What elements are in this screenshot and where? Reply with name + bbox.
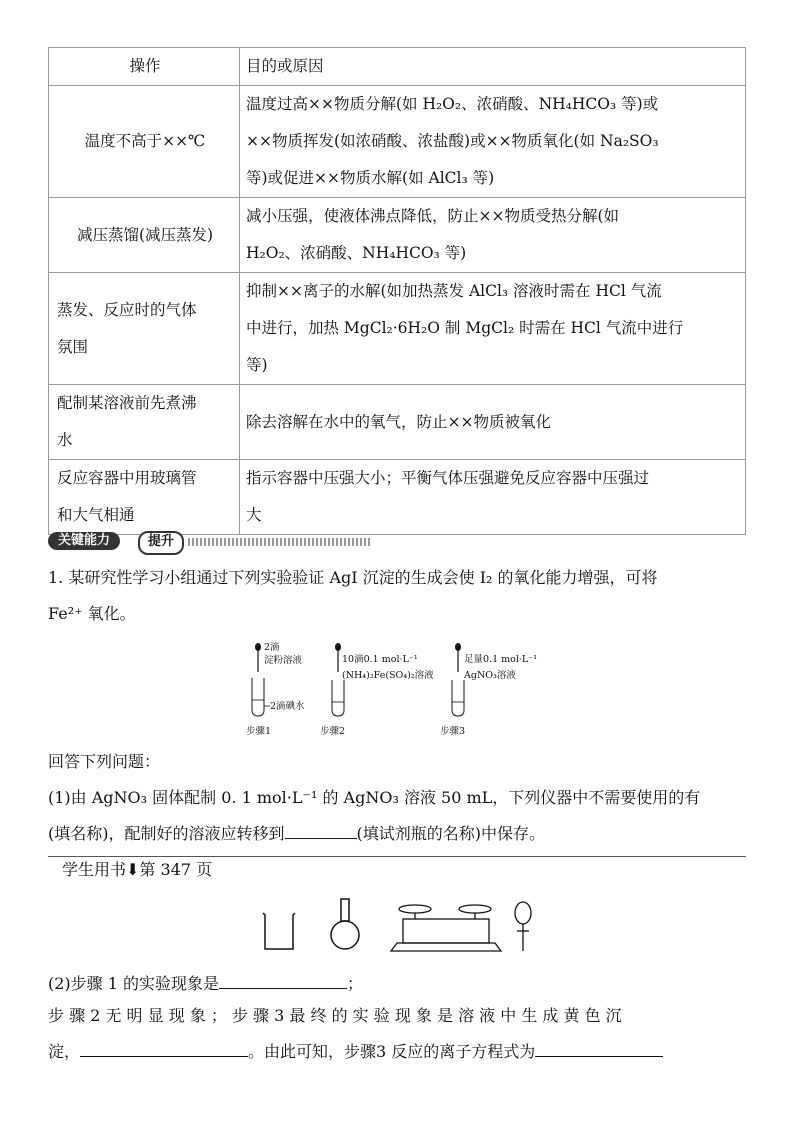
row-operation	[49, 273, 240, 385]
table-row	[49, 385, 746, 460]
reason-line: 温度过高××物质分解(如 H₂O₂、浓硝酸、NH₄HCO₃ 等)或	[246, 95, 659, 113]
experiment-diagram	[240, 640, 560, 740]
table-row	[49, 273, 746, 385]
step2-reagent: (NH₄)₂Fe(SO₄)₂溶液	[342, 670, 434, 681]
reason-line: 减小压强，使液体沸点降低，防止××物质受热分解(如	[246, 207, 620, 225]
sub1-line-1: (1)由 AgNO₃ 固体配制 0. 1 mol·L⁻¹ 的 AgNO₃ 溶液 50 mL，下列仪器中不需要使用的有	[48, 788, 701, 807]
book-page-ref: 学生用书⬇第 347 页	[62, 860, 213, 879]
step1-reagent: 淀粉溶液	[264, 655, 303, 666]
reason-line: 除去溶解在水中的氧气，防止××物质被氧化	[246, 412, 551, 431]
step2-label: 步骤2	[320, 726, 346, 737]
dropper-icon	[455, 643, 461, 672]
sub1-text-a: (填名称)，配制好的溶液应转移到	[48, 824, 285, 843]
section-sublabel: 提升	[138, 531, 184, 555]
reason-line: 抑制××离子的水解(如加热蒸发 AlCl₃ 溶液时需在 HCl 气流	[246, 282, 662, 300]
header-purpose: 目的或原因	[240, 48, 746, 86]
row-reason	[240, 198, 746, 273]
operation-line: 配制某溶液前先煮沸	[57, 394, 197, 412]
operation-line: 蒸发、反应时的气体	[57, 300, 197, 319]
operation-line: 氛围	[57, 337, 89, 356]
row-reason	[240, 273, 746, 385]
reason-line: H₂O₂、浓硝酸、NH₄HCO₃ 等)	[246, 244, 467, 262]
answer-intro: 回答下列问题：	[48, 752, 161, 771]
test-tube-icon	[452, 680, 464, 716]
reason-line: 指示容器中压强大小；平衡气体压强避免反应容器中压强过	[246, 469, 650, 487]
sub2-text-c: 淀，	[48, 1042, 81, 1061]
dropper-icon	[335, 643, 341, 672]
step3-drops: 足量0.1 mol·L⁻¹	[464, 654, 538, 665]
sub2-text-b: ；	[347, 974, 364, 993]
operation-line: 反应容器中用玻璃管	[57, 469, 197, 487]
answer-blank[interactable]	[535, 1038, 663, 1057]
section-header-key-ability	[48, 530, 372, 552]
step1-label: 步骤1	[246, 726, 272, 737]
volumetric-flask-icon	[331, 899, 359, 949]
sub2-line-1	[48, 966, 748, 1002]
section-divider-stripe	[188, 538, 372, 546]
row-reason	[240, 385, 746, 460]
sub2-line-3	[48, 1034, 748, 1070]
row-operation	[49, 385, 240, 460]
dropper-icon	[255, 643, 261, 672]
step3-reagent: AgNO₃溶液	[464, 670, 516, 681]
answer-blank[interactable]	[285, 820, 357, 839]
header-operation: 操作	[49, 48, 240, 86]
purpose-table	[48, 47, 746, 535]
question-1-line-2: Fe²⁺ 氧化。	[48, 604, 136, 623]
table-row	[49, 198, 746, 273]
row-reason	[240, 460, 746, 535]
operation-line: 水	[57, 431, 73, 449]
reason-line: ××物质挥发(如浓硝酸、浓盐酸)或××物质氧化(如 Na₂SO₃	[246, 132, 659, 150]
test-tube-icon	[332, 680, 344, 716]
reason-line: 等)	[246, 356, 268, 374]
operation-line: 和大气相通	[57, 506, 135, 524]
table-header-row	[49, 48, 746, 86]
answer-blank[interactable]	[219, 970, 347, 989]
balance-icon	[391, 905, 501, 951]
apparatus-row	[255, 893, 545, 953]
reason-line: 等)或促进××物质水解(如 AlCl₃ 等)	[246, 169, 495, 187]
question-1-line-1: 1. 某研究性学习小组通过下列实验验证 AgI 沉淀的生成会使 I₂ 的氧化能力增强，可将	[48, 568, 658, 587]
step3-label: 步骤3	[440, 726, 466, 737]
sub2-line-2: 步 骤 2 无 明 显 现 象 ； 步 骤 3 最 终 的 实 验 现 象 是 溶 液 中 生 成 黄 色 沉	[48, 1006, 622, 1025]
sub1-text-b: (填试剂瓶的名称)中保存。	[356, 824, 545, 843]
divider-line	[48, 856, 746, 857]
sub2-text-a: (2)步骤 1 的实验现象是	[48, 974, 220, 993]
step2-drops: 10滴0.1 mol·L⁻¹	[342, 654, 418, 665]
reason-line: 中进行，加热 MgCl₂·6H₂O 制 MgCl₂ 时需在 HCl 气流中进行	[246, 319, 684, 337]
row-operation: 减压蒸馏(减压蒸发)	[49, 198, 240, 273]
row-reason	[240, 86, 746, 198]
step1-tube-contents: 2滴碘水	[270, 701, 305, 712]
reason-line: 大	[246, 506, 262, 524]
row-operation	[49, 460, 240, 535]
test-tube-icon	[252, 678, 270, 716]
separatory-funnel-icon	[515, 902, 531, 951]
answer-blank[interactable]	[80, 1038, 248, 1057]
row-operation: 温度不高于××℃	[49, 86, 240, 198]
beaker-icon	[263, 913, 295, 949]
step1-drops: 2滴	[264, 642, 280, 653]
sub2-text-d: 。由此可知，步骤3 反应的离子方程式为	[248, 1042, 536, 1061]
section-label: 关键能力	[48, 532, 120, 550]
table-row	[49, 86, 746, 198]
table-row	[49, 460, 746, 535]
sub1-line-2	[48, 816, 748, 852]
